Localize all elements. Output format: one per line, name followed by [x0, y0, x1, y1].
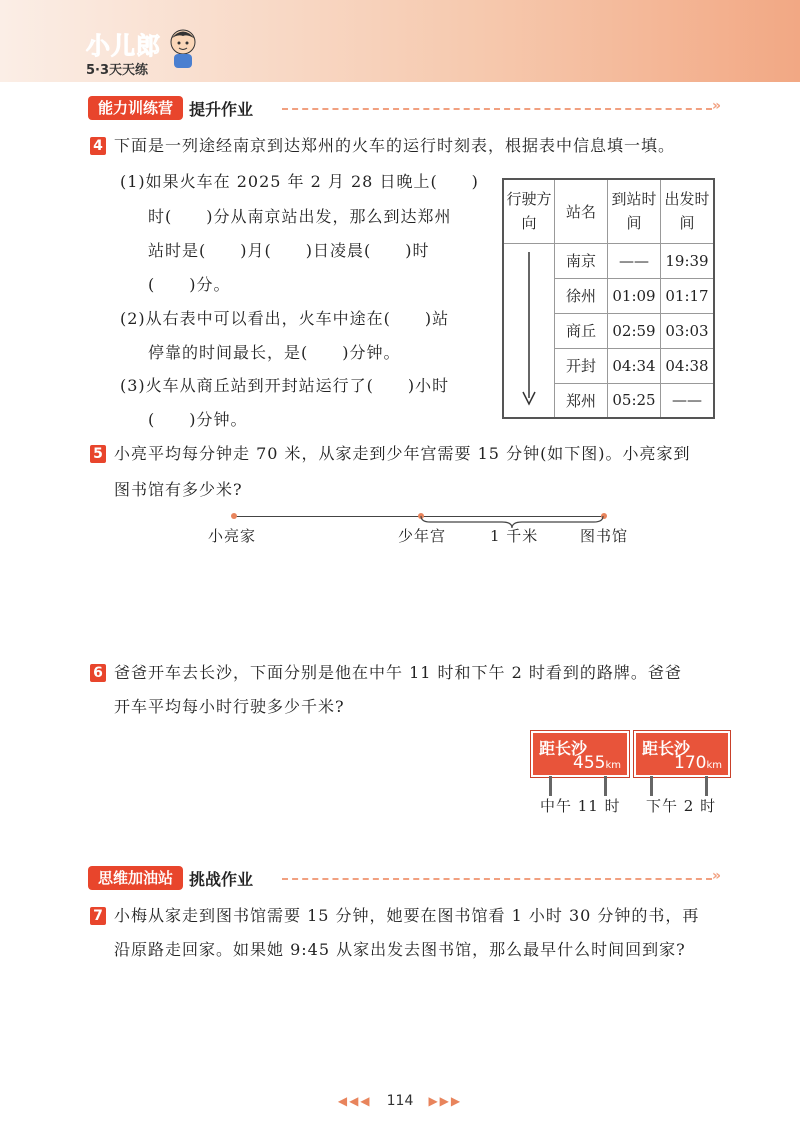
sign-distance: 455 [573, 753, 606, 773]
road-sign-noon [531, 731, 629, 777]
question-number: 5 [90, 445, 106, 463]
q4-stem: 下面是一列途经南京到达郑州的火车的运行时刻表，根据表中信息填一填。 [114, 136, 676, 155]
timetable [502, 178, 715, 419]
next-arrows-icon: ▶▶▶ [428, 1094, 463, 1108]
table-cell: 04:34 [608, 348, 661, 383]
section-title: 提升作业 [189, 99, 254, 119]
sign-time-afternoon: 下午 2 时 [646, 797, 717, 815]
q7-line2: 沿原路走回家。如果她 9:45 从家出发去图书馆，那么最早什么时间回到家? [114, 940, 686, 959]
th-direction: 行驶方向 [503, 179, 555, 243]
th-depart: 出发时间 [661, 179, 715, 243]
q7-line1: 小梅从家走到图书馆需要 15 分钟，她要在图书馆看 1 小时 30 分钟的书，再 [114, 906, 700, 925]
prev-arrows-icon: ◀◀◀ [337, 1094, 372, 1108]
brand-title: 小儿郎 [86, 32, 161, 60]
sign-unit: km [706, 760, 722, 771]
table-cell: 04:38 [661, 348, 715, 383]
label-home: 小亮家 [208, 527, 257, 545]
section-divider [282, 878, 712, 880]
table-cell: 开封 [555, 348, 608, 383]
q4-part2-line2: 停靠的时间最长，是( )分钟。 [148, 343, 401, 362]
q6-line1: 爸爸开车去长沙，下面分别是他在中午 11 时和下午 2 时看到的路牌。爸爸 [114, 663, 682, 682]
table-cell: —— [661, 383, 715, 418]
q4-part1-line3: 站时是( )月( )日凌晨( )时 [148, 241, 430, 260]
down-arrow-icon [519, 248, 539, 408]
section-divider [282, 108, 712, 110]
page-number: 114 [386, 1093, 414, 1109]
sign-pole [604, 776, 607, 796]
sign-time-noon: 中午 11 时 [540, 797, 621, 815]
q4-part1-line4: ( )分。 [148, 275, 231, 294]
mascot-icon [166, 26, 200, 70]
table-cell: 01:17 [661, 278, 715, 313]
q4-part1-line1: (1)如果火车在 2025 年 2 月 28 日晚上( ) [120, 172, 479, 191]
th-station: 站名 [555, 179, 608, 243]
question-number: 6 [90, 664, 106, 682]
point-home [231, 513, 237, 519]
label-palace: 少年宫 [398, 527, 447, 545]
section-tag-challenge [88, 866, 253, 890]
q4-part3-line1: (3)火车从商丘站到开封站运行了( )小时 [120, 376, 450, 395]
label-distance: 1 千米 [490, 527, 539, 545]
direction-arrow-cell [503, 243, 555, 418]
table-cell: 郑州 [555, 383, 608, 418]
label-library: 图书馆 [580, 527, 629, 545]
sign-pole [549, 776, 552, 796]
table-cell: 南京 [555, 243, 608, 278]
q4-part3-line2: ( )分钟。 [148, 410, 248, 429]
sign-unit: km [605, 760, 621, 771]
table-cell: 01:09 [608, 278, 661, 313]
question-number: 7 [90, 907, 106, 925]
th-arrive: 到站时间 [608, 179, 661, 243]
brand-series: 5·3天天练 [86, 63, 149, 78]
q4-part2-line1: (2)从右表中可以看出，火车中途在( )站 [120, 309, 450, 328]
q5-line2: 图书馆有多少米? [114, 480, 243, 499]
page-footer [0, 1090, 800, 1109]
table-cell: 05:25 [608, 383, 661, 418]
sign-distance: 170 [674, 753, 707, 773]
table-cell: —— [608, 243, 661, 278]
brand-logo [86, 26, 161, 78]
section-tag-training [88, 96, 253, 120]
section-arrow-icon: » [712, 98, 722, 114]
road-sign-afternoon [634, 731, 730, 777]
q6-line2: 开车平均每小时行驶多少千米? [114, 697, 345, 716]
sign-place: 距长沙 [642, 739, 691, 758]
sign-place: 距长沙 [539, 739, 588, 758]
q5-line1: 小亮平均每分钟走 70 米，从家走到少年宫需要 15 分钟(如下图)。小亮家到 [114, 444, 691, 463]
section-tag-label: 能力训练营 [88, 96, 183, 120]
table-cell: 徐州 [555, 278, 608, 313]
section-tag-label: 思维加油站 [88, 866, 183, 890]
sign-pole [650, 776, 653, 796]
question-number: 4 [90, 137, 106, 155]
table-cell: 02:59 [608, 313, 661, 348]
section-arrow-icon: » [712, 868, 722, 884]
q4-part1-line2: 时( )分从南京站出发，那么到达郑州 [148, 207, 452, 226]
table-cell: 19:39 [661, 243, 715, 278]
table-cell: 商丘 [555, 313, 608, 348]
table-cell: 03:03 [661, 313, 715, 348]
section-title: 挑战作业 [189, 869, 254, 889]
sign-pole [705, 776, 708, 796]
